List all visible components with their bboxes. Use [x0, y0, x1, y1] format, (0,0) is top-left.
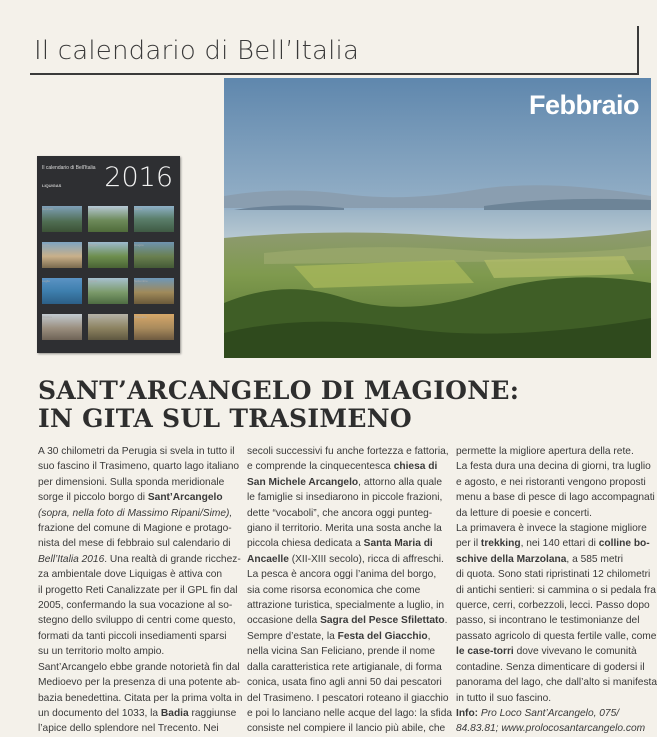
article-line	[456, 706, 656, 721]
article-segment: colline bo-	[598, 538, 650, 550]
article-segment: Sagra del Pesce Sfilettato	[320, 615, 445, 627]
article-line: giano il territorio. Merita una sosta anche la	[247, 523, 442, 535]
article-line: sia come risorsa economica che come	[247, 584, 421, 596]
lake-trasimeno-photo	[224, 78, 651, 358]
article-segment: Sant’Arcangelo	[147, 492, 223, 504]
article-segment: 84.83.81; www.prolocosantarcangelo.com	[456, 723, 646, 735]
calendar-month-thumb: Novembre	[88, 314, 128, 340]
article-line	[456, 536, 656, 551]
article-line: contadine. Senza dimenticare di godersi il	[456, 661, 645, 673]
article-segment: le case-torri	[456, 646, 514, 658]
article-segment: . Una realtà di grande ricchez-	[104, 553, 241, 565]
article-segment: (sopra, nella foto di Massimo Ripani/Sime),	[38, 507, 233, 519]
article-line: e agosto, e nei ristoranti vengono proposti	[456, 476, 646, 488]
article-segment: trekking	[480, 538, 521, 550]
article-line: l’apice dello splendore nel Trecento. Nei	[38, 723, 219, 735]
article-line: conica, usata fino agli anni 50 dai pescatori	[247, 677, 442, 689]
article-segment: , nei 140 ettari di	[520, 538, 599, 550]
article-line	[247, 613, 447, 628]
article-segment: Santa Maria di	[363, 538, 433, 550]
article-line: attrazione turistica, specialmente a luglio, in	[247, 600, 445, 612]
article-line: menu a base di pesce di lago accompagnati	[456, 492, 655, 504]
article-line	[247, 629, 447, 644]
article-line: e poi lo lanciano nelle acque del lago: la sfida	[247, 707, 453, 719]
article-line: passo, si incontrano le testimonianze del	[456, 615, 640, 627]
article-line: dalla caratteristica rete artigianale, di forma	[247, 661, 442, 673]
article-line: nella vicina San Feliciano, prende il nome	[247, 646, 436, 658]
title-underline	[30, 73, 639, 75]
article-line: querce, cerri, corbezzoli, lecci. Passo dopo	[456, 600, 650, 612]
calendar-month-thumb: Ottobre	[42, 314, 82, 340]
article-segment: Info:	[456, 707, 479, 719]
article-line: frazione del comune di Magione e protago-	[38, 523, 232, 535]
article-line: il progetto Reti Canalizzate per il GPL fin dal	[38, 584, 238, 596]
article-line: le famiglie si insediarono in piccole frazioni,	[247, 492, 443, 504]
calendar-month-thumb: Dicembre	[134, 314, 174, 340]
article-segment: Sempre d’estate, la	[247, 630, 338, 642]
article-line	[456, 721, 656, 736]
article-headline	[38, 377, 638, 433]
calendar-brand: Il calendario di Bell'Italia	[42, 165, 96, 171]
calendar-grid	[42, 206, 176, 340]
article-line: La festa dura una decina di giorni, tra luglio	[456, 461, 651, 473]
article-segment: dove vivevano le comunità	[513, 646, 637, 658]
article-line	[38, 506, 238, 521]
article-column-2	[247, 444, 453, 737]
article-segment: schive della Marzolana	[456, 553, 567, 565]
article-line	[38, 490, 238, 505]
calendar-month-thumb: Giugno	[134, 242, 174, 268]
article-segment: piccola chiesa dedicata a	[247, 538, 364, 550]
calendar-month-thumb: Aprile	[42, 242, 82, 268]
article-line: A 30 chilometri da Perugia si svela in tutto il	[38, 446, 235, 457]
article-segment: .	[444, 615, 448, 627]
article-line	[247, 475, 447, 490]
calendar-month-thumb: Settembre	[134, 278, 174, 304]
article-line: su un territorio molto ampio.	[38, 646, 165, 658]
article-segment: e comprende la cinquecentesca	[247, 461, 394, 473]
article-segment: Badia	[160, 707, 189, 719]
calendar-month-thumb: Agosto	[88, 278, 128, 304]
article-line: stegno dello sviluppo di centri come questo,	[38, 615, 236, 627]
article-segment: , attorno alla quale	[358, 476, 442, 488]
article-segment: (XII-XIII secolo), ricca di affreschi.	[288, 553, 444, 565]
article-segment: chiesa di	[393, 461, 438, 473]
article-line	[247, 552, 447, 567]
article-segment: Pro Loco Sant’Arcangelo, 075/	[480, 707, 620, 719]
article-line	[38, 706, 238, 721]
article-line	[456, 552, 656, 567]
section-title: Il calendario di Bell’Italia	[34, 36, 360, 66]
article-column-1	[38, 444, 243, 737]
article-segment: ,	[427, 630, 431, 642]
article-line: suo fascino il Trasimeno, quarto lago italiano	[38, 461, 240, 473]
article-line: di quota. Sono stati ripristinati 12 chilometri	[456, 569, 651, 581]
article-line	[456, 644, 656, 659]
article-line: Medioevo per la presenza di una potente ab-	[38, 677, 241, 689]
article-line: da letture di poesie e concerti.	[456, 507, 592, 519]
article-segment: , a 585 metri	[566, 553, 624, 565]
calendar-cover	[37, 156, 180, 353]
article-line: Sant’Arcangelo ebbe grande notorietà fin dal	[38, 661, 240, 673]
article-segment: sorge il piccolo borgo di	[38, 492, 148, 504]
article-segment: Festa del Giacchio	[337, 630, 428, 642]
article-line: permette la migliore apertura della rete.	[456, 446, 634, 457]
headline-line: SANT’ARCANGELO DI MAGIONE:	[38, 376, 520, 405]
calendar-month-thumb: Febbraio	[88, 206, 128, 232]
corner-divider	[637, 26, 639, 74]
article-line	[247, 459, 447, 474]
article-line: La pesca è ancora oggi l’anima del borgo,	[247, 569, 437, 581]
article-line: bazia benedettina. Citata per la prima volta in	[38, 692, 243, 704]
article-line: in tutto il suo fascino.	[456, 692, 552, 704]
article-column-3	[456, 444, 656, 737]
article-line: del Trasimeno. I pescatori roteano il giacchio	[247, 692, 449, 704]
month-label: Febbraio	[528, 90, 639, 120]
calendar-month-thumb: Luglio	[42, 278, 82, 304]
article-segment: San Michele Arcangelo	[247, 476, 359, 488]
article-line: dette “vocaboli”, che ancora oggi punteg-	[247, 507, 433, 519]
article-line: La primavera è invece la stagione migliore	[456, 523, 647, 535]
article-line: formati da tanti piccoli insediamenti sparsi	[38, 630, 227, 642]
article-segment: raggiunse	[188, 707, 237, 719]
article-line: consiste nel compiere il lancio più abile, che	[247, 723, 446, 735]
article-line	[38, 552, 241, 567]
calendar-month-thumb: Marzo	[134, 206, 174, 232]
article-segment: un documento del 1033, la	[38, 707, 161, 719]
article-line: za ambientale dove Liquigas è attiva con	[38, 569, 223, 581]
calendar-year: 2016	[104, 162, 173, 193]
calendar-month-thumb: Gennaio	[42, 206, 82, 232]
article-line	[247, 536, 447, 551]
article-segment: occasione della	[247, 615, 321, 627]
article-line: panorama del lago, che dall’alto si manifesta	[456, 677, 657, 689]
calendar-month-thumb: Maggio	[88, 242, 128, 268]
article-segment: Bell’Italia 2016	[38, 553, 105, 565]
article-line: di antichi sentieri: si cammina o si pedala fra	[456, 584, 656, 596]
article-segment: Ancaelle	[247, 553, 289, 565]
article-line: secoli successivi fu anche fortezza e fattoria,	[247, 446, 449, 457]
article-line: 2005, confermando la sua vocazione al so-	[38, 600, 233, 612]
calendar-sponsor: LIQUIGAS	[42, 183, 62, 188]
article-line: passato agricolo di questa fertile valle, come	[456, 630, 657, 642]
article-segment: per il	[456, 538, 481, 550]
article-line: nista del mese di febbraio sul calendario di	[38, 538, 231, 550]
headline-line: IN GITA SUL TRASIMENO	[38, 404, 412, 433]
article-line: per dimensioni. Sulla sponda meridionale	[38, 476, 225, 488]
